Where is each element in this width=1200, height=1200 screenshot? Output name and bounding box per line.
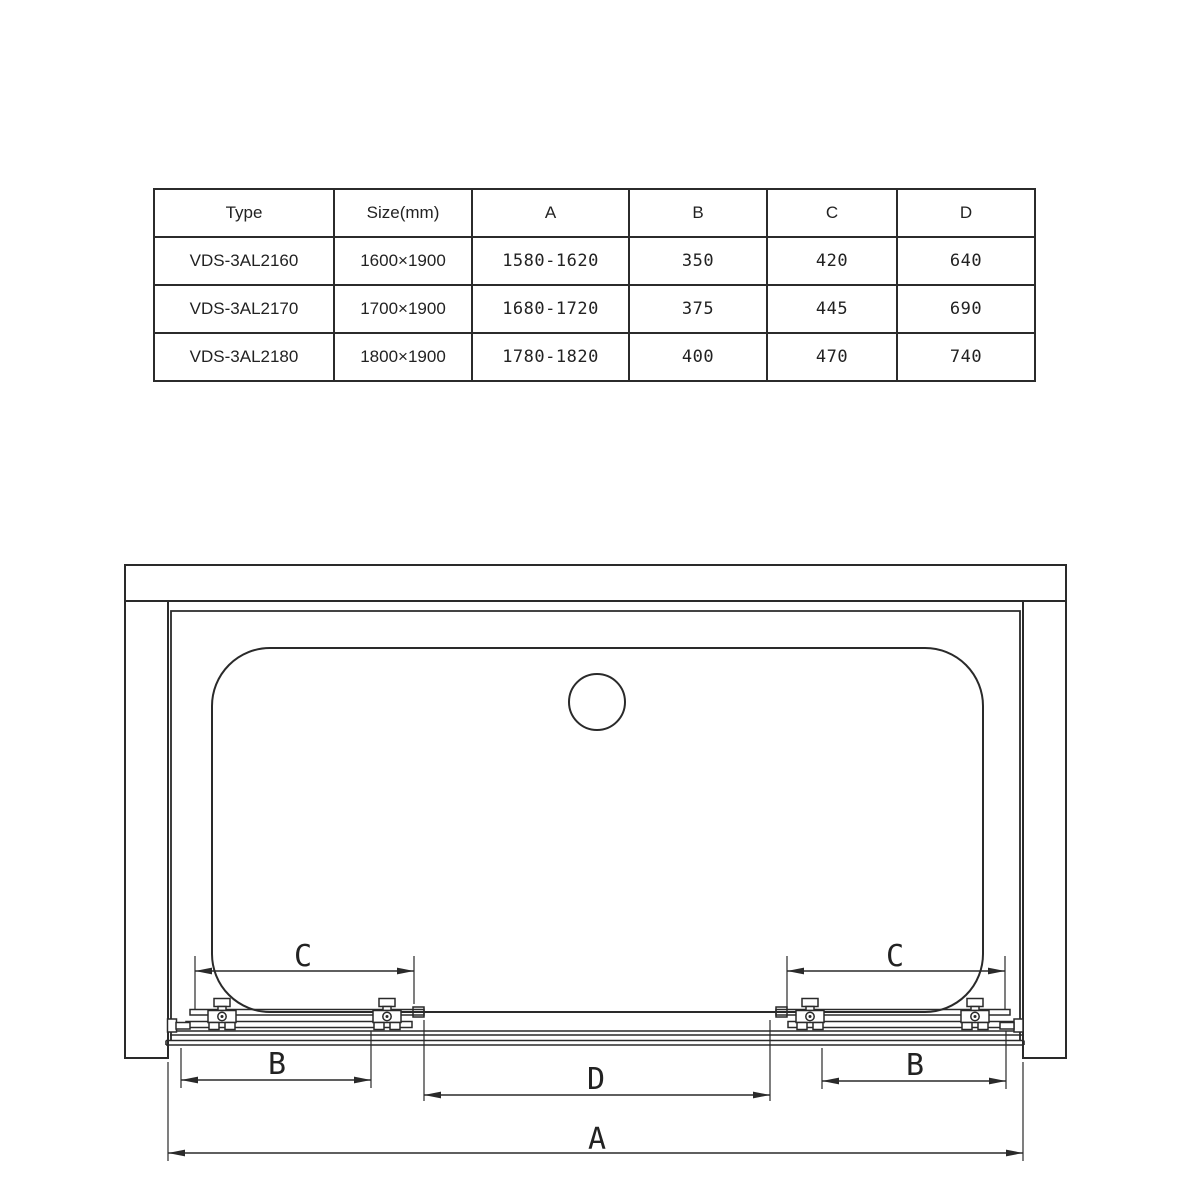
roller-bracket <box>208 999 236 1030</box>
roller-bracket <box>373 999 401 1030</box>
drain-circle <box>569 674 625 730</box>
dim-label-a: A <box>587 1122 607 1157</box>
spec-cell-type: VDS-3AL2170 <box>154 285 334 333</box>
col-header-c: C <box>767 189 897 237</box>
col-header-b: B <box>629 189 767 237</box>
dimension-d <box>424 1020 770 1101</box>
spec-cell-size: 1700×1900 <box>334 285 472 333</box>
spec-cell-a: 1680-1720 <box>472 285 629 333</box>
brick-wall-left <box>125 601 168 1058</box>
col-header-a: A <box>472 189 629 237</box>
spec-cell-d: 690 <box>897 285 1035 333</box>
spec-cell-a: 1580-1620 <box>472 237 629 285</box>
spec-cell-d: 740 <box>897 333 1035 381</box>
dim-label-c-right: C <box>885 939 905 974</box>
roller-bracket <box>961 999 989 1030</box>
roller-bracket <box>796 999 824 1030</box>
dim-label-d: D <box>586 1062 606 1097</box>
spec-cell-c: 420 <box>767 237 897 285</box>
spec-cell-c: 470 <box>767 333 897 381</box>
spec-cell-b: 350 <box>629 237 767 285</box>
brick-wall-right <box>1023 601 1066 1058</box>
spec-cell-b: 375 <box>629 285 767 333</box>
col-header-size: Size(mm) <box>334 189 472 237</box>
shower-tray <box>212 648 983 1012</box>
spec-cell-d: 640 <box>897 237 1035 285</box>
brick-wall <box>125 565 1066 1058</box>
spec-cell-b: 400 <box>629 333 767 381</box>
spec-cell-type: VDS-3AL2160 <box>154 237 334 285</box>
dim-label-b-left: B <box>267 1047 287 1082</box>
dim-label-b-right: B <box>905 1048 925 1083</box>
dimension-b-left <box>181 1031 371 1088</box>
fixed-panel-rails <box>170 1031 1022 1035</box>
bottom-sill <box>166 1041 1024 1046</box>
spec-cell-size: 1600×1900 <box>334 237 472 285</box>
spec-cell-c: 445 <box>767 285 897 333</box>
door-assembly <box>166 999 1024 1046</box>
brick-wall-top <box>125 565 1066 601</box>
spec-cell-size: 1800×1900 <box>334 333 472 381</box>
room-outline <box>171 611 1020 1041</box>
spec-cell-type: VDS-3AL2180 <box>154 333 334 381</box>
dim-label-c-left: C <box>293 939 313 974</box>
col-header-d: D <box>897 189 1035 237</box>
spec-cell-a: 1780-1820 <box>472 333 629 381</box>
col-header-type: Type <box>154 189 334 237</box>
